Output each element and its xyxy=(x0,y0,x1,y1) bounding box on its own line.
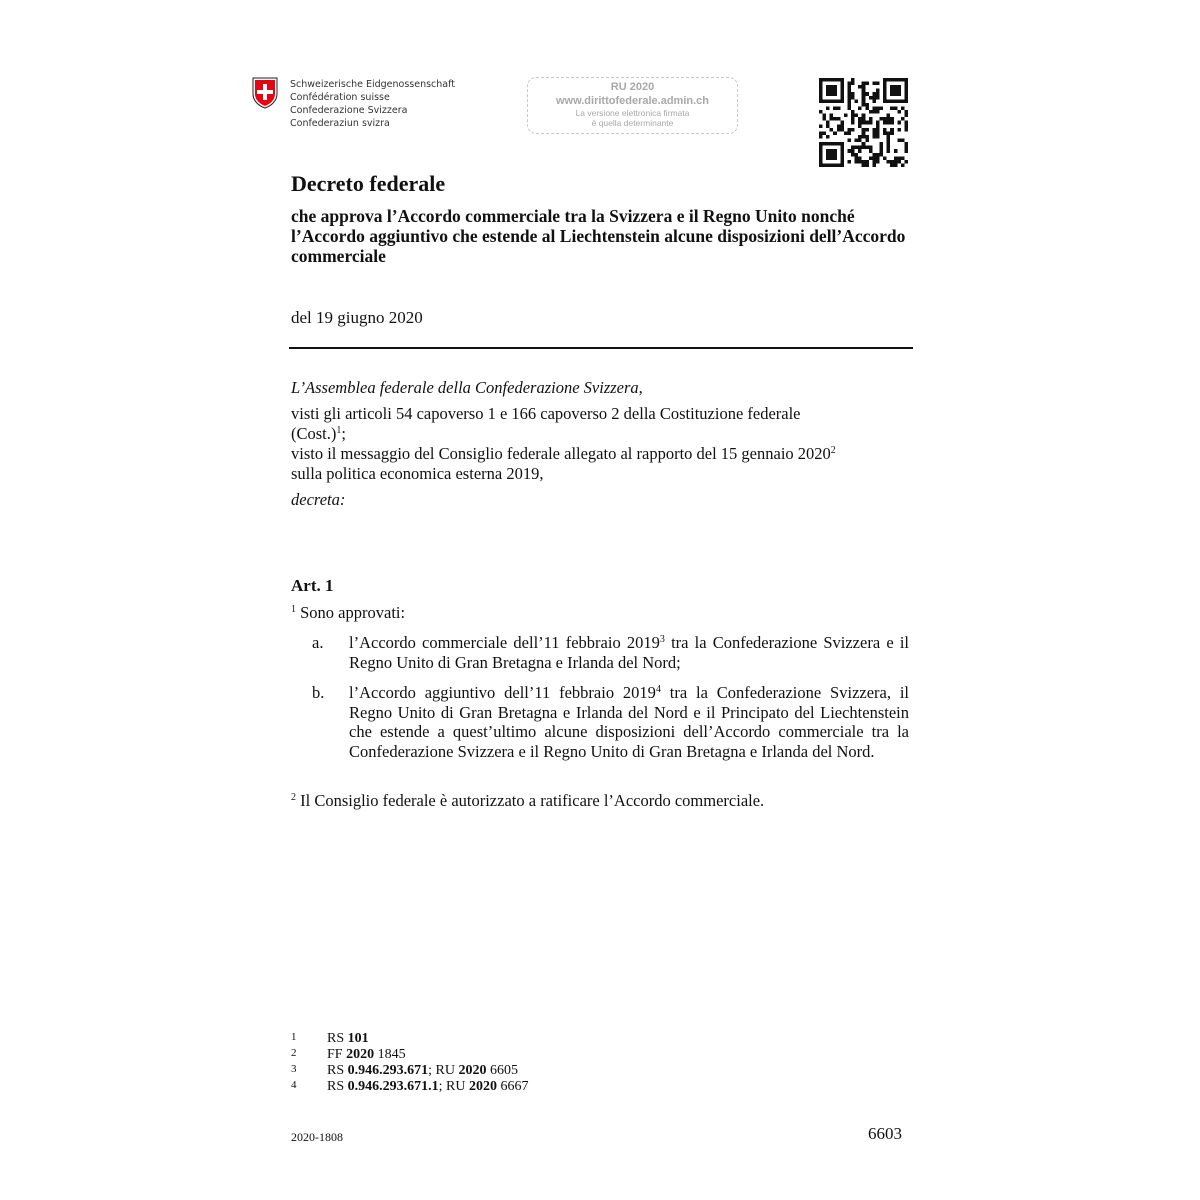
confederation-name-fr: Confédération suisse xyxy=(290,92,390,103)
document-date: del 19 giugno 2020 xyxy=(291,308,423,327)
preamble-decrees: decreta: xyxy=(291,490,346,509)
item-letter: b. xyxy=(312,683,325,702)
confederation-name-it: Confederazione Svizzera xyxy=(290,105,408,116)
footnote-2: 2 FF 2020 1845 xyxy=(291,1047,406,1062)
footnote-1: 1 RS 101 xyxy=(291,1031,369,1046)
footnote-ref-3[interactable]: 3 xyxy=(659,634,665,645)
article-item-a: a. l’Accordo commerciale dell’11 febbraio 2019$^3$ tra la Confederazione Svizzera e il Regno Unito di Gran Bretagna e Irlanda del Nord; xyxy=(312,633,909,672)
stamp-note-2: è quella determinante xyxy=(591,118,674,128)
preamble-legal-basis: visti gli articoli 54 capoverso 1 e 166 capoverso 2 della Costituzione federale (Cost.)$^1$; xyxy=(291,404,801,443)
electronic-version-stamp xyxy=(527,77,738,134)
qr-code-icon xyxy=(819,78,908,167)
stamp-collection: RU 2020 xyxy=(610,81,655,93)
footnote-ref-1[interactable]: 1 xyxy=(336,425,342,436)
article-paragraph-2: $^2$ Il Consiglio federale è autorizzato a ratificare l’Accordo commerciale. xyxy=(291,791,765,810)
footnote-3: 3 RS 0.946.293.671; RU 2020 6605 xyxy=(291,1063,518,1078)
stamp-note-1: La versione elettronica firmata xyxy=(575,108,690,118)
item-letter: a. xyxy=(312,633,324,652)
document-title: Decreto federale xyxy=(291,171,446,196)
preamble-message: visto il messaggio del Consiglio federale allegato al rapporto del 15 gennaio 2020$^2$ sulla politica economica esterna 2019, xyxy=(291,444,836,483)
footnote-ref-2[interactable]: 2 xyxy=(830,445,836,456)
footnote-4: 4 RS 0.946.293.671.1; RU 2020 6667 xyxy=(291,1079,529,1094)
article-paragraph-1: $^1$ Sono approvati: xyxy=(291,603,406,622)
article-item-b: b. l’Accordo aggiuntivo dell’11 febbraio 2019$^4$ tra la Confederazione Svizzera, il Regno Unito di Gran Bretagna e Irlanda del Nord e il Principato del Liechtenstein che estende a quest’ultimo alcune disposizioni dell’Accordo commerciale tra la Confederazione Svizzera e il Regno Unito di Gran Bretagna e Irlanda del Nord. xyxy=(312,683,909,761)
confederation-name-de: Schweizerische Eidgenossenschaft xyxy=(290,79,456,90)
confederation-names xyxy=(290,78,455,130)
preamble-assembly: L’Assemblea federale della Confederazione Svizzera, xyxy=(291,378,643,397)
article-heading: Art. 1 xyxy=(291,576,334,595)
document-subtitle: che approva l’Accordo commerciale tra la Svizzera e il Regno Unito nonché l’Accordo aggiuntivo che estende al Liechtenstein alcune disposizioni dell’Accordo commerciale xyxy=(291,206,906,266)
confederation-name-rm: Confederaziun svizra xyxy=(290,118,390,129)
preamble xyxy=(291,378,911,510)
stamp-url[interactable]: www.dirittofederale.admin.ch xyxy=(555,95,709,107)
footnote-ref-4[interactable]: 4 xyxy=(655,684,661,695)
page-number: 6603 xyxy=(868,1124,902,1143)
title-divider xyxy=(289,347,913,349)
document-number: 2020-1808 xyxy=(291,1130,343,1144)
swiss-cross-shield-icon xyxy=(252,77,278,109)
